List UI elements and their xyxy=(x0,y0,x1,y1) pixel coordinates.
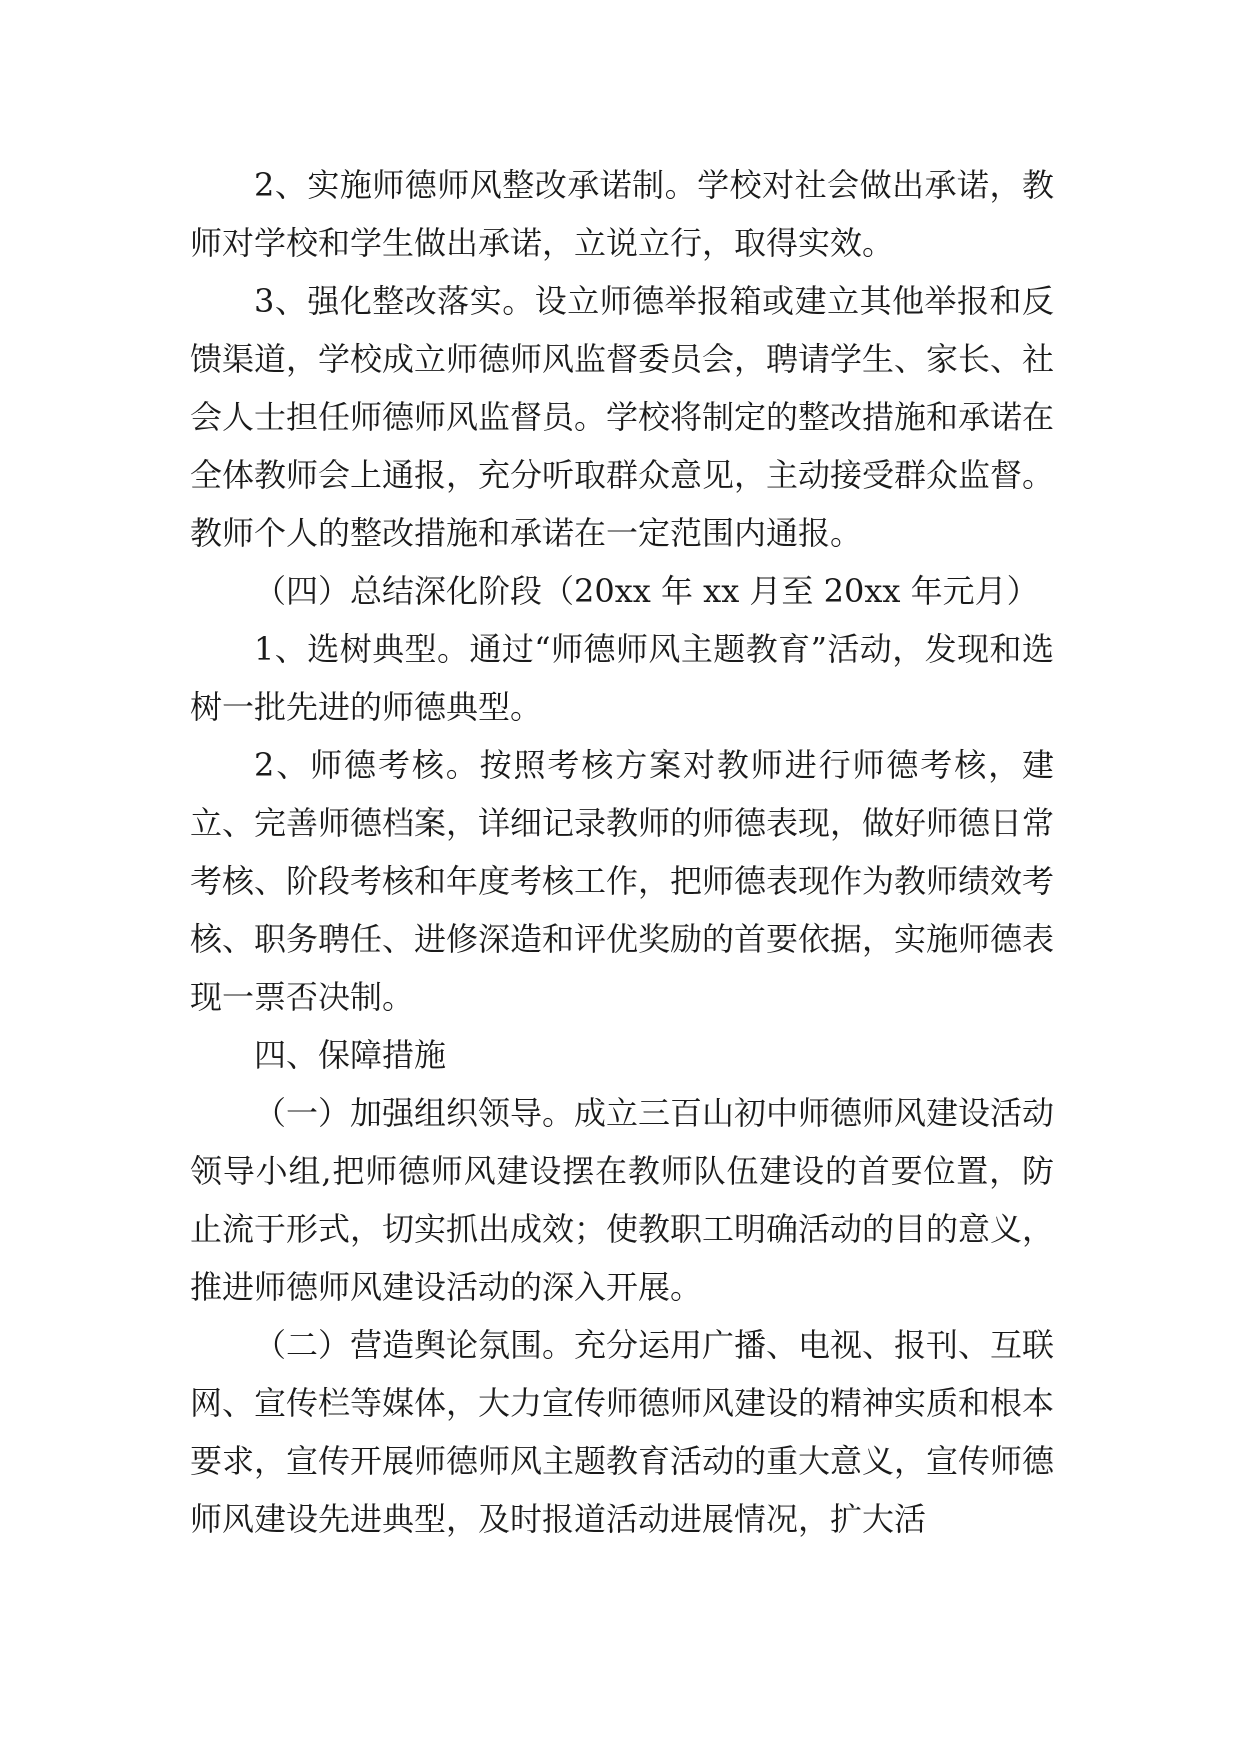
paragraph-ethics-assessment: 2、师德考核。按照考核方案对教师进行师德考核，建立、完善师德档案，详细记录教师的师德表现，做好师德日常考核、阶段考核和年度考核工作，把师德表现作为教师绩效考核、职务聘任、进修深造和评优奖励的首要依据，实施师德表现一票否决制。 xyxy=(190,746,1055,1016)
paragraph-rectification: 3、强化整改落实。设立师德举报箱或建立其他举报和反馈渠道，学校成立师德师风监督委员会，聘请学生、家长、社会人士担任师德师风监督员。学校将制定的整改措施和承诺在全体教师会上通报，充分听取群众意见，主动接受群众监督。教师个人的整改措施和承诺在一定范围内通报。 xyxy=(190,282,1055,552)
section-heading-safeguards: 四、保障措施 xyxy=(254,1036,447,1074)
document-page xyxy=(190,156,1054,1548)
paragraph-leadership: （一）加强组织领导。成立三百山初中师德师风建设活动领导小组,把师德师风建设摆在教师队伍建设的首要位置，防止流于形式，切实抓出成效；使教职工明确活动的目的意义，推进师德师风建设活动的深入开展。 xyxy=(190,1094,1055,1306)
paragraph-public-opinion: （二）营造舆论氛围。充分运用广播、电视、报刊、互联网、宣传栏等媒体，大力宣传师德师风建设的精神实质和根本要求，宣传开展师德师风主题教育活动的重大意义，宣传师德师风建设先进典型，及时报道活动进展情况，扩大活 xyxy=(190,1326,1055,1538)
section-subheading-summary-stage: （四）总结深化阶段（20xx 年 xx 月至 20xx 年元月） xyxy=(254,572,1039,610)
paragraph-select-models: 1、选树典型。通过“师德师风主题教育”活动，发现和选树一批先进的师德典型。 xyxy=(190,630,1054,726)
paragraph-commitment-system: 2、实施师德师风整改承诺制。学校对社会做出承诺，教师对学校和学生做出承诺，立说立行，取得实效。 xyxy=(190,166,1054,262)
